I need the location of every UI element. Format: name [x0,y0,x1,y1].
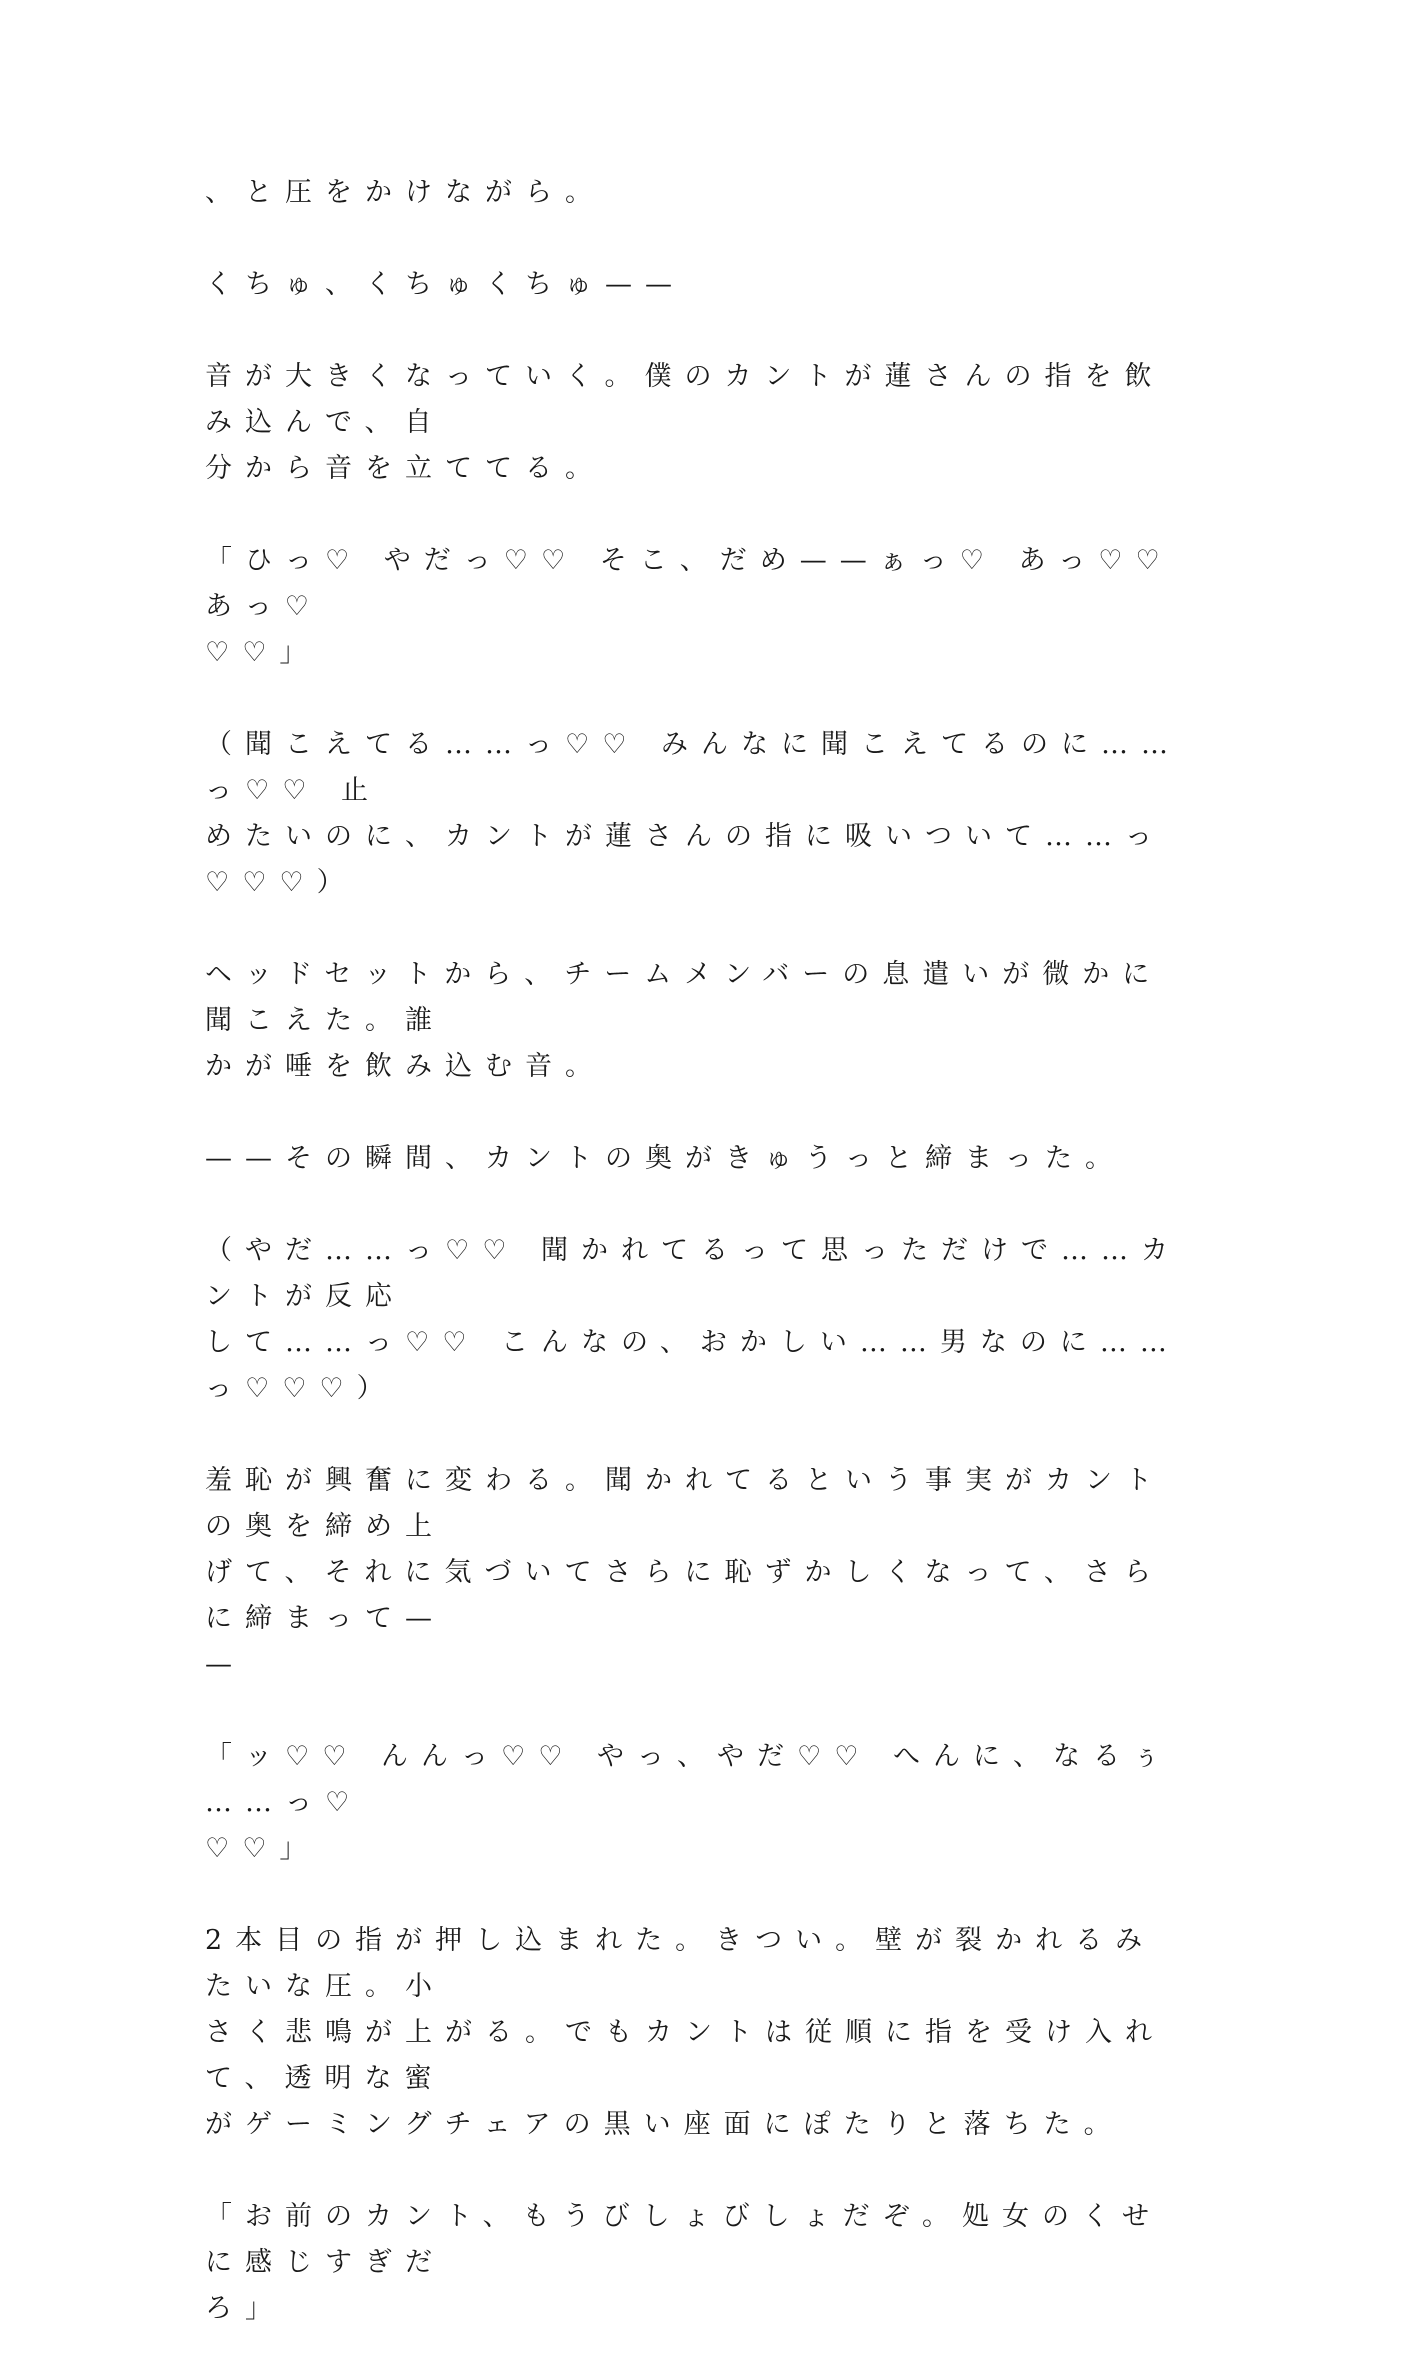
text-line: 音が大きくなっていく。僕のカントが蓮さんの指を飲み込んで、自 [205,361,1165,438]
paragraph [205,2194,1195,2332]
text-line: ——その瞬間、カントの奥がきゅうっと締まった。 [205,1143,1125,1174]
paragraph [205,538,1195,676]
text-line: 分から音を立ててる。 [205,453,605,484]
paragraph [205,1734,1195,1872]
paragraph [205,1136,1195,1182]
text-line: ♡♡」 [205,637,320,668]
text-line: 2本目の指が押し込まれた。きつい。壁が裂かれるみたいな圧。小 [205,1925,1156,2002]
text-line: 「お前のカント、もうびしょびしょだぞ。処女のくせに感じすぎだ [205,2201,1163,2278]
paragraph [205,1228,1195,1412]
text-line: して……っ♡♡ こんなの、おかしい……男なのに……っ♡♡♡） [205,1327,1180,1404]
paragraph [205,170,1195,216]
text-line: ♡♡」 [205,1833,320,1864]
text-line: — [205,1649,245,1680]
text-line: めたいのに、カントが蓮さんの指に吸いついて……っ♡♡♡） [205,821,1165,898]
paragraph [205,1918,1195,2148]
paragraph [205,262,1195,308]
document-page [205,170,1195,2378]
text-line: 、と圧をかけながら。 [205,177,605,208]
paragraph [205,952,1195,1090]
text-line: ろ」 [205,2293,285,2324]
text-line: 「ッ♡♡ んんっ♡♡ やっ、やだ♡♡ へんに、なるぅ……っ♡ [205,1741,1173,1818]
text-line: がゲーミングチェアの黒い座面にぽたりと落ちた。 [205,2109,1124,2140]
text-line: 「ひっ♡ やだっ♡♡ そこ、だめ——ぁっ♡ あっ♡♡ あっ♡ [205,545,1173,622]
text-line: 羞恥が興奮に変わる。聞かれてるという事実がカントの奥を締め上 [205,1465,1165,1542]
text-line: ヘッドセットから、チームメンバーの息遣いが微かに聞こえた。誰 [205,959,1163,1036]
paragraph [205,722,1195,906]
text-line: （聞こえてる……っ♡♡ みんなに聞こえてるのに……っ♡♡ 止 [205,729,1181,806]
text-line: くちゅ、くちゅくちゅ—— [205,269,685,300]
text-line: かが唾を飲み込む音。 [205,1051,605,1082]
paragraph [205,354,1195,492]
text-line: げて、それに気づいてさらに恥ずかしくなって、さらに締まって— [205,1557,1164,1634]
text-line: （やだ……っ♡♡ 聞かれてるって思っただけで……カントが反応 [205,1235,1181,1312]
paragraph [205,1458,1195,1688]
text-line: さく悲鳴が上がる。でもカントは従順に指を受け入れて、透明な蜜 [205,2017,1165,2094]
